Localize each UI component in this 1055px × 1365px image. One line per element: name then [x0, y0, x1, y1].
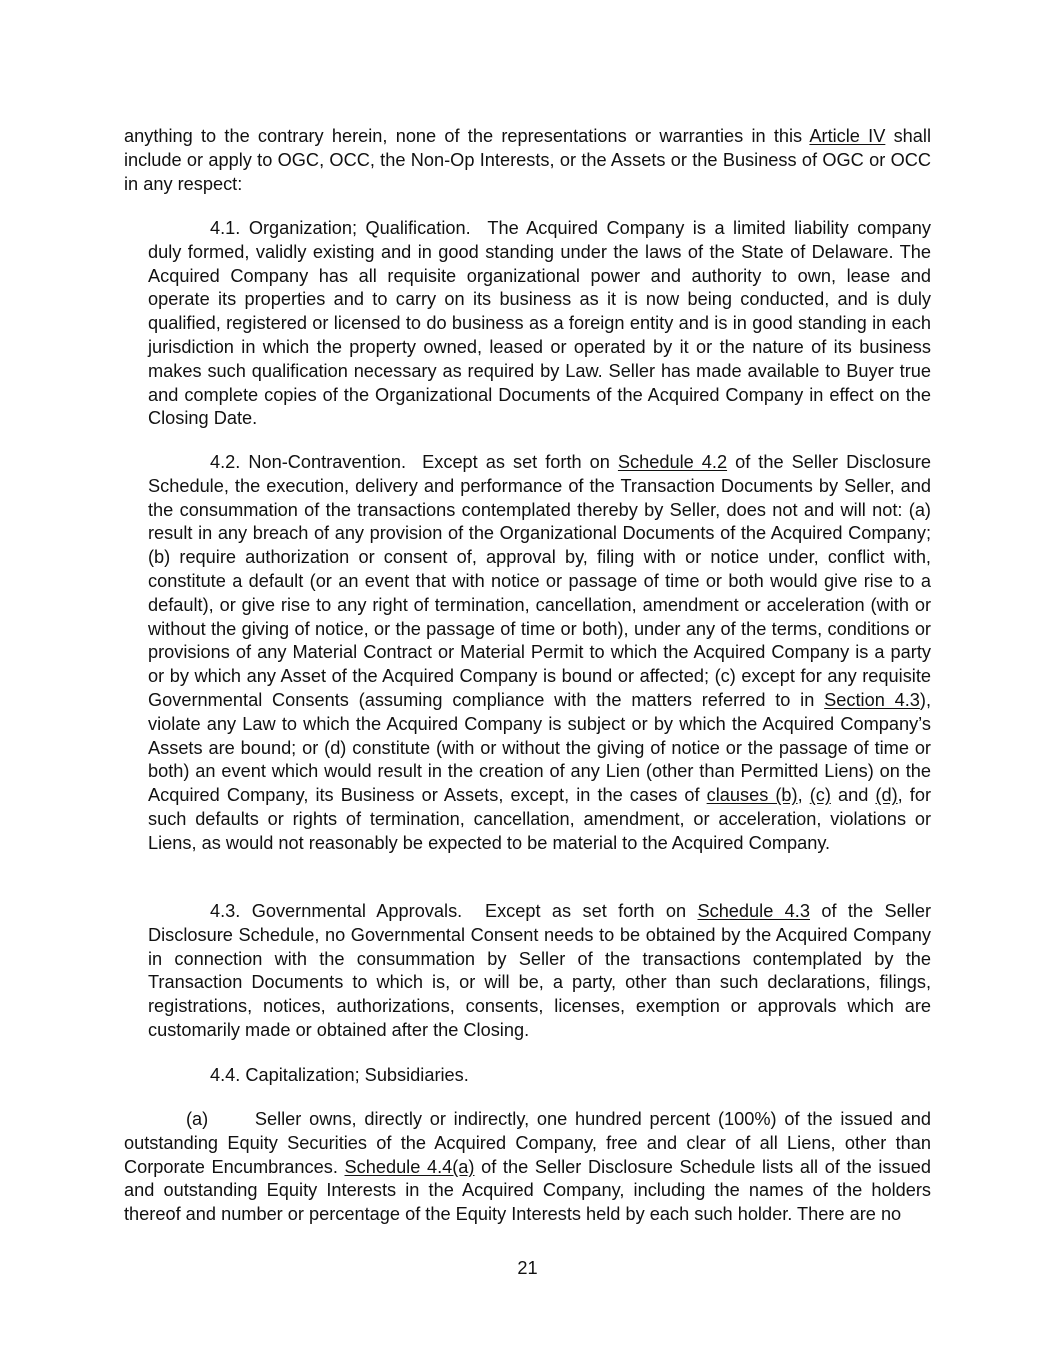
clause-d-link[interactable]: (d) [875, 785, 898, 806]
section-4-2-heading: 4.2. Non-Contravention. [210, 452, 407, 472]
clause-c-link[interactable]: (c) [809, 785, 831, 806]
section-4-4-a: (a) Seller owns, directly or indirectly, one hundred percent (100%) of the issued and outstanding Equity Securities of the Acquired Company, free and clear of all Liens, other than Corporate Encumbrances. Schedule 4.4(a) of the Seller Disclosure Schedule lists all of the issued and outstanding Equity Interests in the Acquired Company, including the names of the holders thereof and number or percentage of the Equity Interests held by each such holder. There are no [124, 1109, 931, 1225]
section-4-3: 4.3. Governmental Approvals. Except as set forth on Schedule 4.3 of the Seller Disclosure Schedule, no Governmental Consent needs to be obtained by the Acquired Company in connection with the consummation by Seller of the transactions contemplated by the Transaction Documents to which is, or will be, a party, other than such declarations, filings, registrations, notices, authorizations, consents, licenses, exemption or approvals which are customarily made or obtained after the Closing. [148, 901, 932, 1040]
page-number: 21 [517, 1258, 538, 1278]
clause-a-label: (a) [186, 1109, 209, 1129]
section-4-1 [148, 217, 931, 431]
article-iv-link[interactable]: Article IV [809, 126, 886, 146]
section-4-3-link[interactable]: Section 4.3 [824, 689, 920, 710]
section-4-3-heading: 4.3. Governmental Approvals. [210, 901, 463, 921]
section-4-2: 4.2. Non-Contravention. Except as set forth on Schedule 4.2 of the Seller Disclosure Schedule, the execution, delivery and performance of the Transaction Documents by Seller, and the consummation of the transactions contemplated thereby by Seller, does not and will not: (a) result in any breach of any provision of the Organizational Documents of the Acquired Company; (b) require authorization or consent of, approval by, filing with or notice under, conflict with, constitute a default (or an event that with notice or passage of time or both would give rise to a default), or give rise to any right of termination, cancellation, amendment or acceleration (with or without the giving of notice, or the passage of time or both), under any of the terms, conditions or provisions of any Material Contract or Material Permit to which the Acquired Company is a party or by which any Asset of the Acquired Company is bound or affected; (c) except for any requisite Governmental Consents (assuming compliance with the matters referred to in Section 4.3), violate any Law to which the Acquired Company is subject or by which the Acquired Company’s Assets are bound; or (d) constitute (with or without the giving of notice or the passage of time or both) an event which would result in the creation of any Lien (other than Permitted Liens) on the Acquired Company, its Business or Assets, except, in the cases of clauses (b), (c) and (d), for such defaults or rights of termination, cancellation, amendment, or acceleration, violations or Liens, as would not reasonably be expected to be material to the Acquired Company. [148, 452, 932, 853]
schedule-4-4a-link[interactable]: Schedule 4.4(a) [344, 1156, 475, 1177]
section-4-1-body: The Acquired Company is a limited liability company duly formed, validly existing and in good standing under the laws of the State of Delaware. The Acquired Company has all requisite organizational power and authority to own, lease and operate its properties and to carry on its business as it is now being conducted, and is duly qualified, registered or licensed to do business as a foreign entity and is in good standing in each jurisdiction in which the property owned, leased or operated by it or the nature of its business makes such qualification necessary as required by Law. Seller has made available to Buyer true and complete copies of the Organizational Documents of the Acquired Company in effect on the Closing Date. [148, 218, 931, 429]
schedule-4-2-link[interactable]: Schedule 4.2 [617, 452, 728, 472]
schedule-4-3-link[interactable]: Schedule 4.3 [697, 901, 810, 921]
section-4-1-heading: 4.1. Organization; Qualification. [210, 218, 471, 238]
clauses-b-link[interactable]: clauses (b) [706, 785, 798, 806]
section-4-4-heading: 4.4. Capitalization; Subsidiaries. [210, 1065, 469, 1085]
intro-paragraph: anything to the contrary herein, none of the representations or warranties in this Article IV shall include or apply to OGC, OCC, the Non-Op Interests, or the Assets or the Business of OGC or OCC in any respect: [124, 126, 931, 194]
